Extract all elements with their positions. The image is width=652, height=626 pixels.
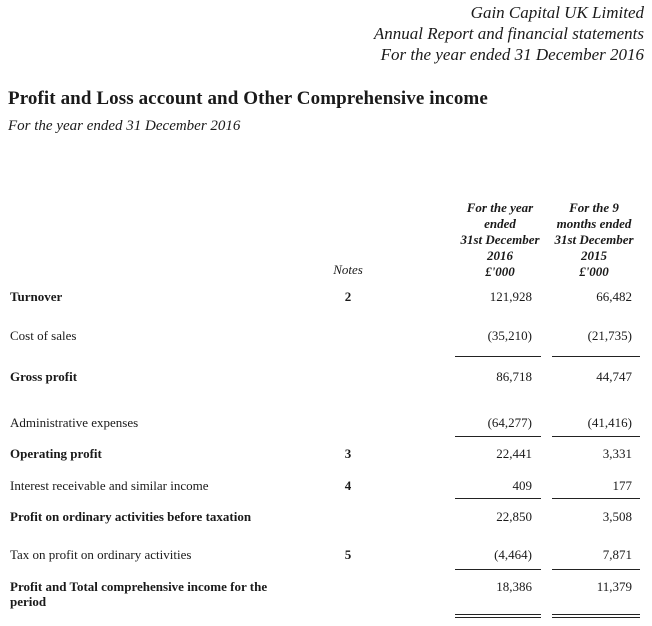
- table-row: [0, 289, 652, 309]
- report-period: For the year ended 31 December 2016: [380, 45, 644, 64]
- value-2015: 11,379: [596, 579, 632, 594]
- value-2016: (4,464): [494, 547, 532, 562]
- value-2015: 177: [612, 478, 632, 493]
- column-header-2016: For the year ended 31st December 2016 £'000: [460, 200, 540, 279]
- notes-column-header: Notes: [333, 262, 363, 277]
- row-label: Profit on ordinary activities before taxation: [10, 509, 252, 524]
- statement-subtitle: For the year ended 31 December 2016: [8, 118, 241, 134]
- subtotal-rule: [552, 436, 640, 437]
- value-2016: 18,386: [496, 579, 532, 594]
- table-row: [0, 478, 652, 498]
- row-note: 4: [344, 478, 352, 493]
- subtotal-rule: [552, 498, 640, 499]
- value-2015: 3,508: [602, 509, 632, 524]
- report-header: [374, 2, 644, 65]
- value-2015: 44,747: [596, 369, 632, 384]
- value-2015: (21,735): [587, 328, 632, 343]
- row-note: 2: [344, 289, 352, 304]
- value-2015: 66,482: [596, 289, 632, 304]
- table-row: [0, 328, 652, 348]
- table-row: [0, 369, 652, 389]
- subtotal-rule: [552, 356, 640, 357]
- row-note: 5: [344, 547, 352, 562]
- column-header-2015: For the 9 months ended 31st December 2015 £'000: [554, 200, 634, 279]
- row-label: Operating profit: [10, 446, 102, 461]
- row-label: Gross profit: [10, 369, 78, 384]
- value-2015: 7,871: [602, 547, 632, 562]
- subtotal-rule: [455, 498, 541, 499]
- table-row: [0, 446, 652, 466]
- row-note: 3: [344, 446, 352, 461]
- value-2015: (41,416): [587, 415, 632, 430]
- table-row: [0, 415, 652, 435]
- row-label: Profit and Total comprehensive income for the period: [10, 579, 268, 609]
- report-name: Annual Report and financial statements: [373, 24, 644, 43]
- row-label: Interest receivable and similar income: [10, 478, 209, 493]
- row-label: Administrative expenses: [10, 415, 139, 430]
- table-row: [0, 579, 652, 613]
- value-2016: 22,850: [496, 509, 532, 524]
- subtotal-rule: [455, 569, 541, 570]
- company-name: Gain Capital UK Limited: [470, 3, 644, 22]
- total-double-rule: [455, 614, 541, 618]
- value-2016: 22,441: [496, 446, 532, 461]
- subtotal-rule: [455, 356, 541, 357]
- value-2016: 121,928: [489, 289, 532, 304]
- value-2016: (64,277): [487, 415, 532, 430]
- value-2015: 3,331: [602, 446, 632, 461]
- table-row: [0, 509, 652, 529]
- value-2016: (35,210): [487, 328, 532, 343]
- statement-title: Profit and Loss account and Other Comprehensive income: [8, 88, 488, 109]
- subtotal-rule: [455, 436, 541, 437]
- row-label: Turnover: [10, 289, 63, 304]
- row-label: Cost of sales: [10, 328, 77, 343]
- row-label: Tax on profit on ordinary activities: [10, 547, 192, 562]
- subtotal-rule: [552, 569, 640, 570]
- value-2016: 86,718: [496, 369, 532, 384]
- table-row: [0, 547, 652, 567]
- total-double-rule: [552, 614, 640, 618]
- value-2016: 409: [512, 478, 532, 493]
